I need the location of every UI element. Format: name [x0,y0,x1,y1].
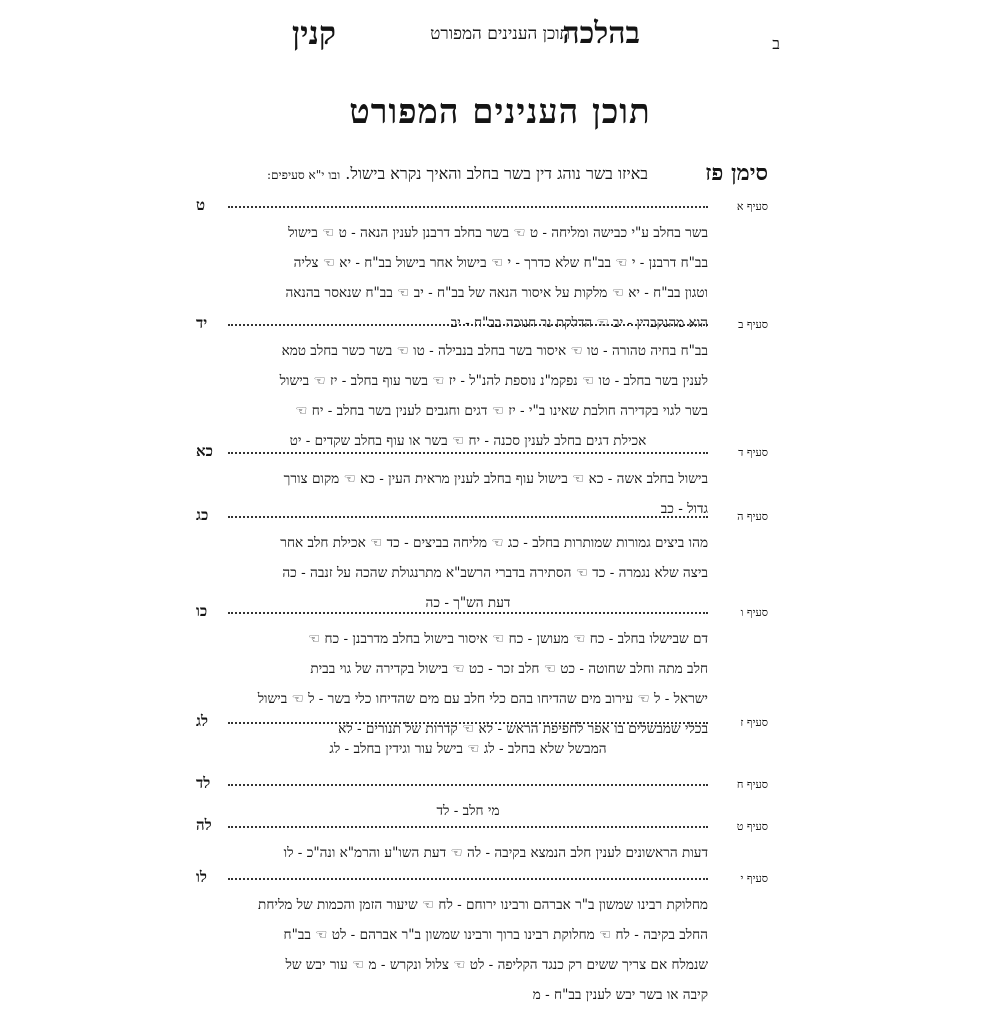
page-title: תוכן הענינים המפורט [349,92,651,132]
seif-title: סעיף ו [740,606,768,619]
seif-topic-lines [228,734,708,764]
topic-line: החלב בקיבה - לח ☜ מחלוקת רבינו ברוך ורבינו שמשון ב"ר אברהם - לט ☜ בב"ח [283,927,708,943]
siman-seif-count: ובו י"א סעיפים: [267,168,341,182]
seif-title: סעיף א [736,200,768,213]
topic-line: ביצה שלא נגמרה - כד ☜ הסתירה בדברי הרשב"א מתרנגולת שהכה על זנבה - כה [282,565,708,581]
running-head-book-title: בהלכה [562,16,640,51]
topic-line: גדול - כב [660,501,708,517]
topic-line: בשר לגוי בקדירה חולבת שאינו ב"י - יז ☜ דגים וחגבים לענין בשר בחלב - יח ☜ [295,403,708,419]
seif-title: סעיף ז [740,716,768,729]
topic-line: וטגון בב"ח - יא ☜ מלקות על איסור הנאה של בב"ח - יב ☜ בב"ח שנאסר בהנאה [285,285,708,301]
seif-title: סעיף ב [738,318,768,331]
seif-page-ref: ט [196,196,206,214]
topic-line: חלב מתה וחלב שחוטה - כט ☜ חלב זכר - כט ☜ בישול בקדירה של גוי בבית [310,661,708,677]
seif-page-ref: כג [196,506,209,524]
seif-topic-lines [228,464,708,524]
seif-topic-lines [228,528,708,618]
seif-title: סעיף ט [736,820,768,833]
seif-page-ref: לה [196,816,212,834]
seif-title: סעיף ה [737,510,768,523]
running-head-series-title: קנין [291,14,336,52]
topic-line: מחלוקת רבינו שמשון ב"ר אברהם ורבינו ירוחם - לח ☜ שיעור הזמן והכמות של מליחת [258,897,708,913]
dotted-leader [228,878,708,880]
topic-line: דם שבישלו בחלב - כח ☜ מעושן - כח ☜ איסור בישול בחלב מדרבנן - כח ☜ [308,631,708,647]
seif-page-ref: יד [196,314,208,332]
running-head-section-title: תוכן הענינים המפורט [430,24,570,44]
running-head [0,10,1000,60]
seif-page-ref: כו [196,602,208,620]
seif-topic-lines [228,796,708,826]
topic-line: בכלי שמבשלים בו אפר לחפיפת הראש - לא ☜ קדרות של תנורים - לא [338,721,708,737]
dotted-leader [228,452,708,454]
seif-topic-lines [228,336,708,456]
topic-line: שנמלח אם צריך ששים רק כנגד הקליפה - לט ☜ צלול ונקרש - מ ☜ עור יבש של [285,957,708,973]
dotted-leader [228,722,708,724]
seif-topic-lines [228,890,708,1010]
dotted-leader [228,324,708,326]
siman-description-text: באיזו בשר נוהג דין בשר בחלב והאיך נקרא בישול. [345,164,648,183]
seif-title: סעיף ד [738,446,768,459]
seif-title: סעיף י [740,872,768,885]
dotted-leader [228,784,708,786]
seif-topic-lines [228,838,708,868]
topic-line: אכילת דגים בחלב לענין סכנה - יח ☜ בשר או עוף בחלב שקדים - יט [289,433,647,449]
dotted-leader [228,206,708,208]
topic-line: בישול בחלב אשה - כא ☜ בישול עוף בחלב לענין מראית העין - כא ☜ מקום צורך [283,471,708,487]
topic-line: קיבה או בשר יבש לענין בב"ח - מ [532,987,708,1003]
topic-line: ישראל - ל ☜ עירוב מים שהדיחו בהם כלי חלב עם מים שהדיחו כלי בשר - ל ☜ בישול [257,691,708,707]
topic-line: מהו ביצים גמורות שמותרות בחלב - כג ☜ מליחה בביצים - כד ☜ אכילת חלב אחר [280,535,708,551]
seif-topic-lines [228,624,708,744]
topic-line: בשר בחלב ע"י כבישה ומליחה - ט ☜ בשר בחלב דרבנן לענין הנאה - ט ☜ בישול [288,225,708,241]
dotted-leader [228,826,708,828]
topic-line: בב"ח דרבנן - י ☜ בב"ח שלא כדרך - י ☜ בישול אחר בישול בב"ח - יא ☜ צליה [293,255,708,271]
seif-topic-lines [228,218,708,338]
seif-title: סעיף ח [736,778,768,791]
dotted-leader [228,516,708,518]
running-head-page-letter: ב [772,34,780,53]
topic-line: דעת הש"ך - כה [425,595,511,611]
topic-line: מי חלב - לד [436,803,500,819]
topic-line: הוא מהנקברין - יב ☜ הדלקת נר חנוכה בב"ח - יב [450,315,708,331]
topic-line: דעות הראשונים לענין חלב הנמצא בקיבה - לה ☜ דעת השו"ע והרמ"א ונה"כ - לו [283,845,708,861]
topic-line: לענין בשר בחלב - טו ☜ נפקמ"נ נוספת להנ"ל - יז ☜ בשר עוף בחלב - יז ☜ בישול [279,373,708,389]
seif-page-ref: לג [196,712,208,730]
seif-page-ref: לד [196,774,211,792]
dotted-leader [228,612,708,614]
seif-page-ref: כא [196,442,213,460]
topic-line: בב"ח בחיה טהורה - טו ☜ איסור בשר בחלב בנבילה - טו ☜ בשר כשר בחלב טמא [281,343,708,359]
siman-label: סימן פז [705,160,768,186]
topic-line: המבשל שלא בחלב - לג ☜ בישל עור וגידין בחלב - לג [329,741,607,757]
siman-header [188,160,768,190]
seif-page-ref: לו [196,868,207,886]
siman-description [267,164,648,184]
